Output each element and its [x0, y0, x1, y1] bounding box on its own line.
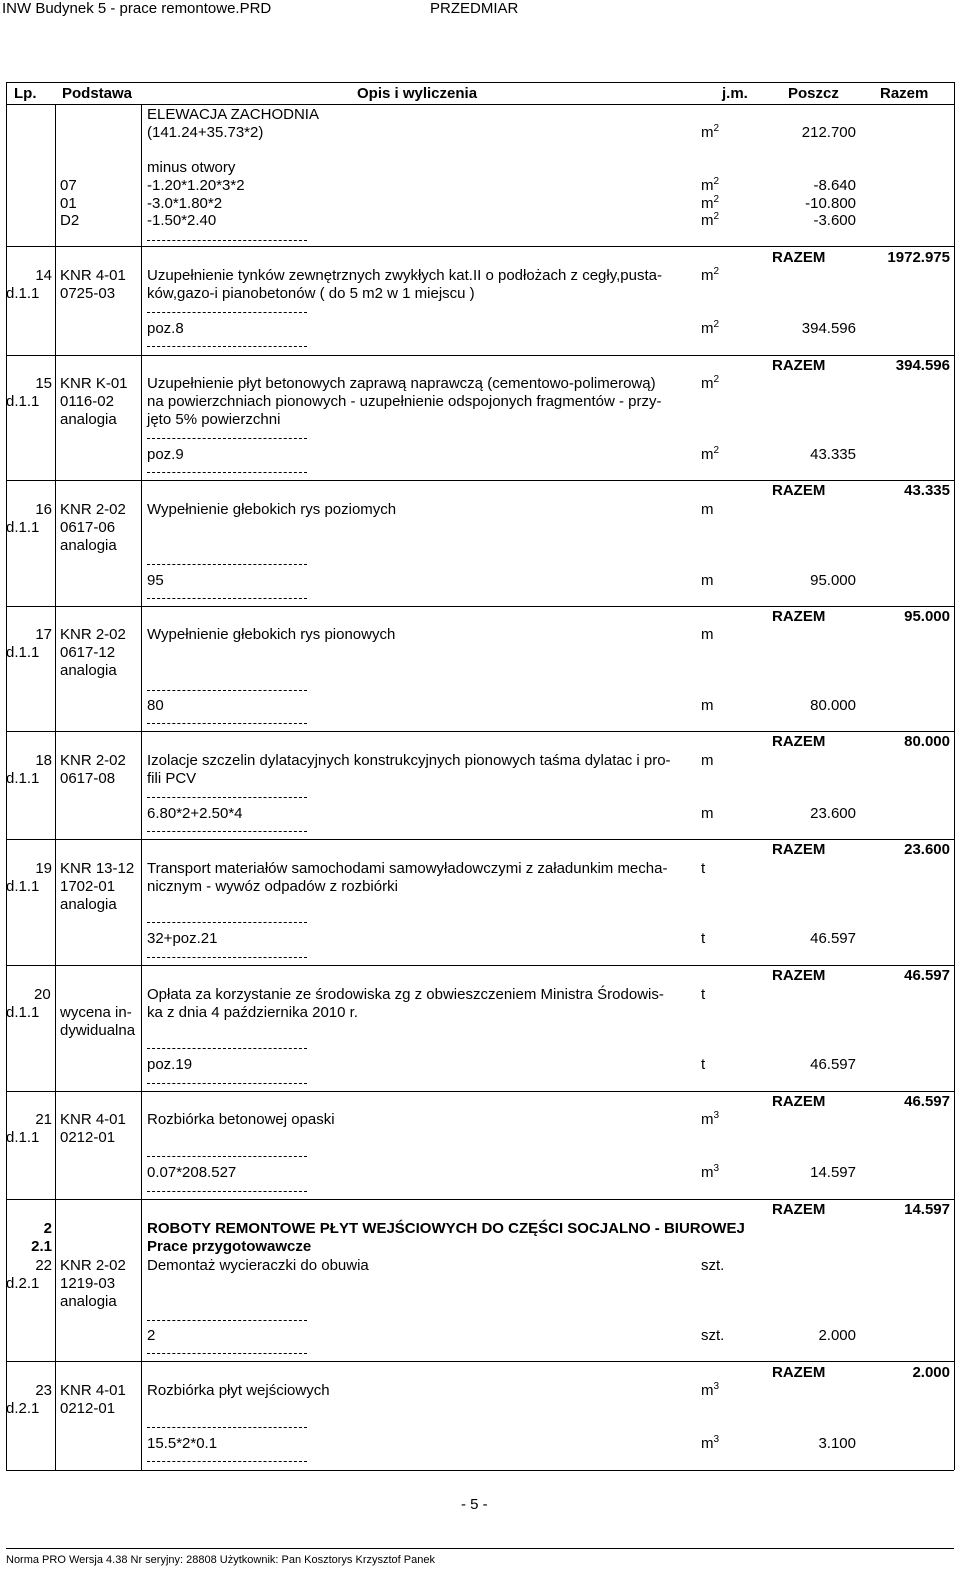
total-label: RAZEM — [772, 733, 826, 750]
total-value: 95.000 — [904, 608, 950, 625]
item-basis: KNR 2-02 — [60, 501, 126, 518]
total-label: RAZEM — [772, 1093, 826, 1110]
calc-value: 2.000 — [818, 1327, 856, 1344]
item-basis: 0116-02 — [60, 393, 114, 410]
row-border — [6, 839, 954, 840]
total-label: RAZEM — [772, 1364, 826, 1381]
item-description: fili PCV — [147, 770, 197, 787]
total-label: RAZEM — [772, 249, 826, 266]
subsection-title: Prace przygotowawcze — [147, 1238, 312, 1255]
separator — [147, 723, 307, 724]
row-border — [6, 355, 954, 356]
unit-label: $m^3$ — [701, 1110, 720, 1128]
unit-label: t — [701, 986, 706, 1003]
unit-label: $m^2$ — [701, 176, 720, 194]
calc-expression: (141.24+35.73*2) — [147, 124, 264, 141]
item-basis: KNR 2-02 — [60, 626, 126, 643]
total-label: RAZEM — [772, 357, 826, 374]
item-sub: d.1.1 — [6, 393, 40, 410]
item-basis: dywidualna — [60, 1022, 136, 1039]
unit-label: szt. — [701, 1327, 725, 1344]
item-basis: analogia — [60, 1293, 117, 1310]
calc-expression: 15.5*2*0.1 — [147, 1435, 218, 1452]
item-number: 21 — [35, 1111, 52, 1128]
calc-value: -3.600 — [813, 212, 856, 229]
item-basis: wycena in- — [60, 1004, 132, 1021]
total-value: 2.000 — [912, 1364, 950, 1381]
item-basis: analogia — [60, 537, 117, 554]
item-basis: KNR 2-02 — [60, 1257, 126, 1274]
item-basis: 0617-08 — [60, 770, 116, 787]
total-value: 394.596 — [895, 357, 950, 374]
item-sub: d.1.1 — [6, 644, 40, 661]
calc-expression: 6.80*2+2.50*4 — [147, 805, 243, 822]
opening-code: 07 — [60, 177, 77, 194]
separator — [147, 1191, 307, 1192]
item-basis: 1219-03 — [60, 1275, 116, 1292]
total-value: 43.335 — [904, 482, 950, 499]
total-value: 46.597 — [904, 967, 950, 984]
separator — [147, 598, 307, 599]
total-value: 23.600 — [904, 841, 950, 858]
separator — [147, 690, 307, 691]
item-basis: KNR 13-12 — [60, 860, 135, 877]
separator — [147, 831, 307, 832]
table-top-border — [6, 82, 954, 83]
row-border — [6, 1091, 954, 1092]
table-bottom-border — [6, 1470, 954, 1471]
item-number: 17 — [35, 626, 52, 643]
item-description: Rozbiórka płyt wejściowych — [147, 1382, 330, 1399]
total-label: RAZEM — [772, 608, 826, 625]
item-description: jęto 5% powierzchni — [147, 411, 281, 428]
item-basis: analogia — [60, 662, 117, 679]
column-border — [954, 82, 955, 1470]
item-sub: d.1.1 — [6, 285, 40, 302]
total-value: 46.597 — [904, 1093, 950, 1110]
calc-expression: -1.20*1.20*3*2 — [147, 177, 245, 194]
item-basis: 0617-12 — [60, 644, 116, 661]
item-sub: d.1.1 — [6, 519, 40, 536]
calc-value: 3.100 — [818, 1435, 856, 1452]
calc-value: 46.597 — [810, 1056, 856, 1073]
column-border — [55, 104, 56, 1470]
unit-label: $m^2$ — [701, 319, 720, 337]
calc-value: 23.600 — [810, 805, 856, 822]
item-description: ków,gazo-i pianobetonów ( do 5 m2 w 1 miejscu ) — [147, 285, 475, 302]
separator — [147, 922, 307, 923]
item-number: 18 — [35, 752, 52, 769]
item-description: Demontaż wycieraczki do obuwia — [147, 1257, 369, 1274]
calc-expression: 32+poz.21 — [147, 930, 218, 947]
unit-label: $m^2$ — [701, 211, 720, 229]
row-border — [6, 965, 954, 966]
separator — [147, 564, 307, 565]
unit-label: m — [701, 626, 714, 643]
calc-value: 212.700 — [801, 124, 856, 141]
unit-label: $m^3$ — [701, 1381, 720, 1399]
total-label: RAZEM — [772, 967, 826, 984]
row-border — [6, 480, 954, 481]
footer-rule — [6, 1548, 954, 1549]
item-basis: 0617-06 — [60, 519, 116, 536]
item-sub: d.1.1 — [6, 1129, 40, 1146]
item-sub: d.2.1 — [6, 1400, 40, 1417]
separator — [147, 438, 307, 439]
separator — [147, 957, 307, 958]
item-basis: analogia — [60, 896, 117, 913]
separator — [147, 312, 307, 313]
row-border — [6, 606, 954, 607]
separator — [147, 1156, 307, 1157]
separator — [147, 346, 307, 347]
separator — [147, 1353, 307, 1354]
separator — [147, 472, 307, 473]
item-basis: 0212-01 — [60, 1129, 116, 1146]
unit-label: m — [701, 572, 714, 589]
item-number: 16 — [35, 501, 52, 518]
calc-expression: poz.8 — [147, 320, 184, 337]
page-number: - 5 - — [461, 1496, 488, 1513]
calc-expression: 0.07*208.527 — [147, 1164, 237, 1181]
calc-expression: 2 — [147, 1327, 156, 1344]
unit-label: m — [701, 697, 714, 714]
calc-value: 95.000 — [810, 572, 856, 589]
separator — [147, 240, 307, 241]
item-description: Wypełnienie głebokich rys pionowych — [147, 626, 396, 643]
col-header-lp: Lp. — [14, 85, 37, 102]
item-sub: d.2.1 — [6, 1275, 40, 1292]
calc-expression: poz.9 — [147, 446, 184, 463]
footer-text: Norma PRO Wersja 4.38 Nr seryjny: 28808 Użytkownik: Pan Kosztorys Krzysztof Panek — [6, 1554, 435, 1566]
unit-label: $m^2$ — [701, 123, 720, 141]
item-description: Transport materiałów samochodami samowyładowczymi z załadunkim mecha- — [147, 860, 668, 877]
unit-label: $m^3$ — [701, 1434, 720, 1452]
section-label: ELEWACJA ZACHODNIA — [147, 106, 319, 123]
calc-value: 394.596 — [801, 320, 856, 337]
opening-code: D2 — [60, 212, 80, 229]
item-description: Opłata za korzystanie ze środowiska zg z obwieszczeniem Ministra Środowis- — [147, 986, 664, 1003]
item-basis: KNR 4-01 — [60, 1111, 126, 1128]
item-basis: KNR K-01 — [60, 375, 128, 392]
separator — [147, 1083, 307, 1084]
unit-label: t — [701, 860, 706, 877]
row-border — [6, 1361, 954, 1362]
item-basis: 0212-01 — [60, 1400, 116, 1417]
section-label: minus otwory — [147, 159, 236, 176]
section-number: 2 — [43, 1220, 52, 1237]
unit-label: $m^2$ — [701, 194, 720, 212]
item-description: nicznym - wywóz odpadów z rozbiórki — [147, 878, 398, 895]
total-value: 1972.975 — [887, 249, 950, 266]
row-border — [6, 246, 954, 247]
item-description: Uzupełnienie tynków zewnętrznych zwykłych kat.II o podłożach z cegły,pusta- — [147, 267, 662, 284]
separator — [147, 797, 307, 798]
unit-label: $m^2$ — [701, 445, 720, 463]
total-label: RAZEM — [772, 1201, 826, 1218]
unit-label: szt. — [701, 1257, 725, 1274]
calc-value: 46.597 — [810, 930, 856, 947]
item-sub: d.1.1 — [6, 1004, 40, 1021]
item-number: 23 — [35, 1382, 52, 1399]
item-number: 19 — [35, 860, 52, 877]
row-border — [6, 731, 954, 732]
opening-code: 01 — [60, 195, 77, 212]
item-number: 22 — [35, 1257, 52, 1274]
total-label: RAZEM — [772, 482, 826, 499]
item-number: 14 — [35, 267, 52, 284]
col-header-razem: Razem — [880, 85, 929, 102]
unit-label: m — [701, 805, 714, 822]
calc-expression: 95 — [147, 572, 164, 589]
column-border — [141, 104, 142, 1470]
item-basis: KNR 2-02 — [60, 752, 126, 769]
item-description: na powierzchniach pionowych - uzupełnienie odspojonych fragmentów - przy- — [147, 393, 662, 410]
item-sub: d.1.1 — [6, 770, 40, 787]
separator — [147, 1427, 307, 1428]
total-value: 14.597 — [904, 1201, 950, 1218]
calc-value: 43.335 — [810, 446, 856, 463]
col-header-opis: Opis i wyliczenia — [357, 85, 478, 102]
separator — [147, 1320, 307, 1321]
total-value: 80.000 — [904, 733, 950, 750]
item-description: Rozbiórka betonowej opaski — [147, 1111, 335, 1128]
item-basis: 1702-01 — [60, 878, 116, 895]
document-title: INW Budynek 5 - prace remontowe.PRD — [2, 0, 272, 17]
col-header-jm: j.m. — [722, 85, 748, 102]
unit-label: $m^2$ — [701, 374, 720, 392]
item-basis: analogia — [60, 411, 117, 428]
calc-value: 80.000 — [810, 697, 856, 714]
item-basis: KNR 4-01 — [60, 1382, 126, 1399]
calc-expression: -1.50*2.40 — [147, 212, 217, 229]
item-basis: 0725-03 — [60, 285, 116, 302]
subsection-number: 2.1 — [31, 1238, 52, 1255]
item-description: Izolacje szczelin dylatacyjnych konstrukcyjnych pionowych taśma dylatac i pro- — [147, 752, 671, 769]
col-header-podstawa: Podstawa — [62, 85, 133, 102]
item-description: Uzupełnienie płyt betonowych zaprawą naprawczą (cementowo-polimerową) — [147, 375, 656, 392]
col-header-poszcz: Poszcz — [788, 85, 839, 102]
unit-label: m — [701, 752, 714, 769]
calc-value: 14.597 — [810, 1164, 856, 1181]
calc-value: -10.800 — [805, 195, 856, 212]
unit-label: t — [701, 1056, 706, 1073]
unit-label: $m^2$ — [701, 266, 720, 284]
document-type: PRZEDMIAR — [430, 0, 519, 17]
calc-expression: 80 — [147, 697, 164, 714]
item-number: 20 — [34, 986, 51, 1003]
calc-expression: -3.0*1.80*2 — [147, 195, 223, 212]
table-header-border — [6, 104, 954, 105]
separator — [147, 1048, 307, 1049]
item-basis: KNR 4-01 — [60, 267, 126, 284]
calc-expression: poz.19 — [147, 1056, 193, 1073]
item-sub: d.1.1 — [6, 878, 40, 895]
row-border — [6, 1199, 954, 1200]
total-label: RAZEM — [772, 841, 826, 858]
calc-value: -8.640 — [813, 177, 856, 194]
unit-label: m — [701, 501, 714, 518]
section-title: ROBOTY REMONTOWE PŁYT WEJŚCIOWYCH DO CZĘŚCI SOCJALNO - BIUROWEJ — [147, 1220, 745, 1237]
item-description: ka z dnia 4 października 2010 r. — [147, 1004, 358, 1021]
unit-label: t — [701, 930, 706, 947]
item-number: 15 — [35, 375, 52, 392]
item-description: Wypełnienie głebokich rys poziomych — [147, 501, 397, 518]
unit-label: $m^3$ — [701, 1163, 720, 1181]
separator — [147, 1461, 307, 1462]
